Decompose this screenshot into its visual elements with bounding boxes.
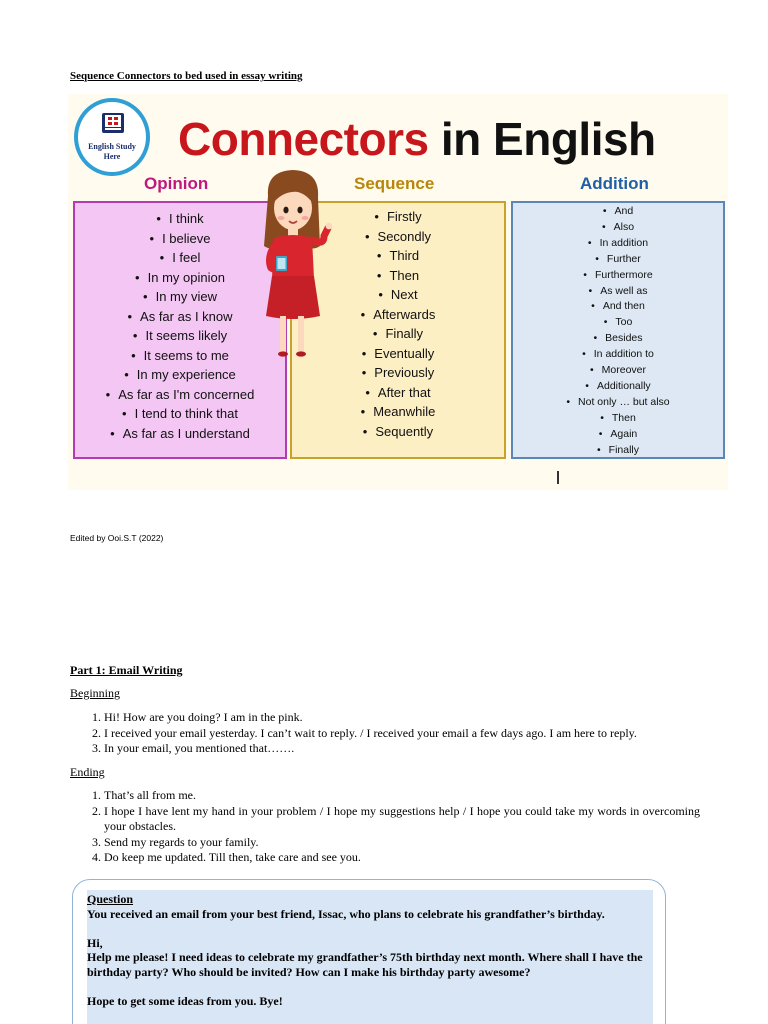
list-item: • Then bbox=[292, 266, 504, 286]
list-item: • It seems likely bbox=[75, 326, 285, 346]
list-item: • I believe bbox=[75, 229, 285, 249]
list-item: • I think bbox=[75, 209, 285, 229]
list-item: • Furthermore bbox=[513, 268, 723, 284]
list-item: • Next bbox=[292, 285, 504, 305]
book-flag-icon bbox=[100, 110, 126, 136]
list-item: 1. That’s all from me. bbox=[104, 788, 700, 804]
list-item: • As well as bbox=[513, 284, 723, 300]
sequence-label: Sequence bbox=[354, 174, 435, 193]
text-cursor-mark bbox=[557, 471, 559, 484]
beginning-list bbox=[86, 710, 700, 757]
list-item: • Again bbox=[513, 427, 723, 443]
question-box bbox=[72, 879, 666, 1024]
list-item: • Meanwhile bbox=[292, 402, 504, 422]
list-item: • In addition to bbox=[513, 347, 723, 363]
email-greeting: Hi, bbox=[87, 935, 103, 950]
list-item: • Not only … but also bbox=[513, 395, 723, 411]
ending-heading: Ending bbox=[70, 765, 105, 779]
email-closing: Hope to get some ideas from you. Bye! bbox=[87, 993, 283, 1008]
list-item: • As far as I'm concerned bbox=[75, 385, 285, 405]
ending-list bbox=[86, 788, 700, 866]
list-item: • Secondly bbox=[292, 227, 504, 247]
list-item: 1. Hi! How are you doing? I am in the pink. bbox=[104, 710, 700, 726]
email-body: Help me please! I need ideas to celebrate my grandfather’s 75th birthday next month. Where shall I have the birthday party? Who should be invited? How can I make his birthday party awesome? bbox=[87, 950, 643, 979]
english-study-here-logo bbox=[74, 98, 150, 176]
addition-label: Addition bbox=[580, 174, 649, 193]
list-item: • In my opinion bbox=[75, 268, 285, 288]
list-item: • Besides bbox=[513, 331, 723, 347]
logo-text-line1: English Study bbox=[88, 142, 136, 151]
title-in-english: in English bbox=[428, 113, 656, 165]
list-item: • Moreover bbox=[513, 363, 723, 379]
list-item: • Further bbox=[513, 252, 723, 268]
edited-by-credit: Edited by Ooi.S.T (2022) bbox=[70, 533, 164, 543]
list-item: • Previously bbox=[292, 363, 504, 383]
list-item: 3. In your email, you mentioned that……. bbox=[104, 741, 700, 757]
list-item: • I tend to think that bbox=[75, 404, 285, 424]
list-item: • Eventually bbox=[292, 344, 504, 364]
title-connectors: Connectors bbox=[178, 113, 429, 165]
list-item: • Also bbox=[513, 220, 723, 236]
list-item: • Third bbox=[292, 246, 504, 266]
document-heading: Sequence Connectors to bed used in essay writing bbox=[70, 70, 303, 82]
list-item: • In addition bbox=[513, 236, 723, 252]
list-item: • And then bbox=[513, 299, 723, 315]
list-item: • In my view bbox=[75, 287, 285, 307]
list-item: • Finally bbox=[513, 443, 723, 459]
question-text bbox=[87, 892, 653, 1008]
question-heading: Question bbox=[87, 892, 134, 906]
list-item: 3. Send my regards to your family. bbox=[104, 835, 700, 851]
addition-panel bbox=[511, 201, 725, 459]
list-item: • As far as I know bbox=[75, 307, 285, 327]
list-item: • After that bbox=[292, 383, 504, 403]
list-item: • Afterwards bbox=[292, 305, 504, 325]
list-item: • Too bbox=[513, 315, 723, 331]
list-item: • And bbox=[513, 204, 723, 220]
opinion-label: Opinion bbox=[144, 174, 209, 193]
part1-title: Part 1: Email Writing bbox=[70, 663, 183, 677]
list-item: 4. Do keep me updated. Till then, take care and see you. bbox=[104, 850, 700, 866]
list-item: • As far as I understand bbox=[75, 424, 285, 444]
list-item: 2. I received your email yesterday. I can’t wait to reply. / I received your email a few days ago. I am here to reply. bbox=[104, 726, 700, 742]
list-item: 2. I hope I have lent my hand in your problem / I hope my suggestions help / I hope you could take my words in overcoming your obstacles. bbox=[104, 804, 700, 835]
question-prompt: You received an email from your best friend, Issac, who plans to celebrate his grandfather’s birthday. bbox=[87, 906, 605, 921]
teacher-girl-illustration bbox=[248, 166, 338, 362]
list-item: • Finally bbox=[292, 324, 504, 344]
list-item: • Sequently bbox=[292, 422, 504, 442]
connectors-infographic bbox=[68, 94, 728, 490]
list-item: • I feel bbox=[75, 248, 285, 268]
list-item: • Then bbox=[513, 411, 723, 427]
beginning-heading: Beginning bbox=[70, 686, 120, 700]
list-item: • Additionally bbox=[513, 379, 723, 395]
logo-text-line2: Here bbox=[103, 152, 121, 161]
infographic-title bbox=[178, 112, 656, 166]
list-item: • Firstly bbox=[292, 207, 504, 227]
list-item: • It seems to me bbox=[75, 346, 285, 366]
list-item: • In my experience bbox=[75, 365, 285, 385]
